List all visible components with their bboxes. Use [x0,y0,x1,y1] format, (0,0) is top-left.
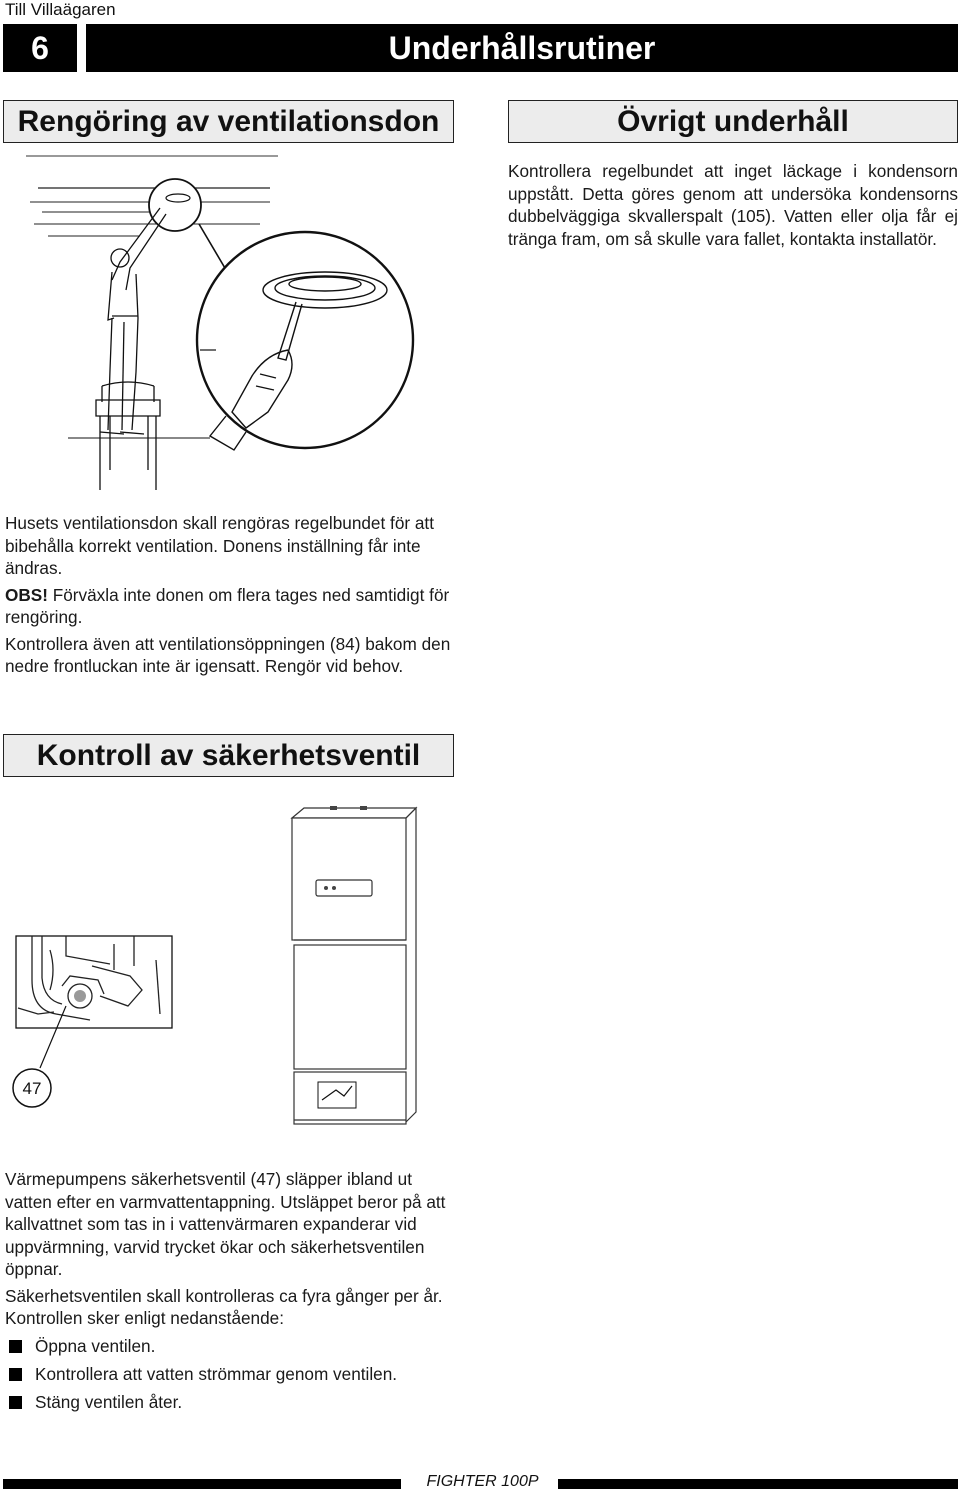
list-item [5,1360,454,1388]
chapter-title: Underhållsrutiner [86,24,958,72]
valve-paragraph-1: Värmepumpens säkerhetsventil (47) släpper ibland ut vatten efter en varmvattentappning. Utsläppet beror på att kallvattnet som tas in i vattenvärmaren expanderar vid uppvärmning, varvid trycket ökar och säkerhetsventilen öppnar. [5,1169,446,1279]
bullet-square-icon [9,1396,22,1409]
step-text: Stäng ventilen åter. [35,1391,183,1412]
bullet-square-icon [9,1340,22,1353]
bullet-square-icon [9,1368,22,1381]
heading-safety-valve: Kontroll av säkerhetsventil [3,734,454,777]
valve-text-block [5,1168,454,1334]
obs-text: Förväxla inte donen om flera tages ned samtidigt för rengöring. [5,584,450,627]
valve-callout-label: 47 [22,1079,42,1098]
list-item [5,1332,454,1360]
step-text: Öppna ventilen. [35,1335,156,1356]
valve-paragraph-2: Säkerhetsventilen skall kontrolleras ca fyra gånger per år. Kontrollen sker enligt nedanstående: [5,1285,443,1328]
ventilation-obs-paragraph [5,584,454,629]
list-item [5,1388,454,1416]
footer-bar-left [3,1479,401,1489]
ventilation-text-block [5,512,454,682]
ventilation-cleaning-illustration [20,150,420,500]
other-maintenance-text: Kontrollera regelbundet att inget läckage i kondensorn uppstått. Detta göres genom att undersöka kondensorns dubbelväggiga skvallerspalt (105). Vatten eller olja får ej tränga fram, om så skulle vara fallet, kontakta installatör. [508,161,958,249]
ventilation-paragraph-1: Husets ventilationsdon skall rengöras regelbundet för att bibehålla korrekt ventilation. Donens inställning får inte ändras. [5,513,434,578]
chapter-number: 6 [3,24,77,72]
heading-other-maintenance: Övrigt underhåll [508,100,958,143]
footer-bar-right [558,1479,958,1489]
footer-product-name: FIGHTER 100P [426,1473,539,1490]
heat-pump-illustration [10,800,430,1145]
valve-steps-list [5,1332,454,1416]
step-text: Kontrollera att vatten strömmar genom ventilen. [35,1363,398,1384]
ventilation-paragraph-2: Kontrollera även att ventilationsöppningen (84) bakom den nedre frontluckan inte är igensatt. Rengör vid behov. [5,633,451,676]
running-title: Till Villaägaren [5,0,116,19]
obs-label: OBS! [5,584,48,605]
heading-ventilation: Rengöring av ventilationsdon [3,100,454,143]
